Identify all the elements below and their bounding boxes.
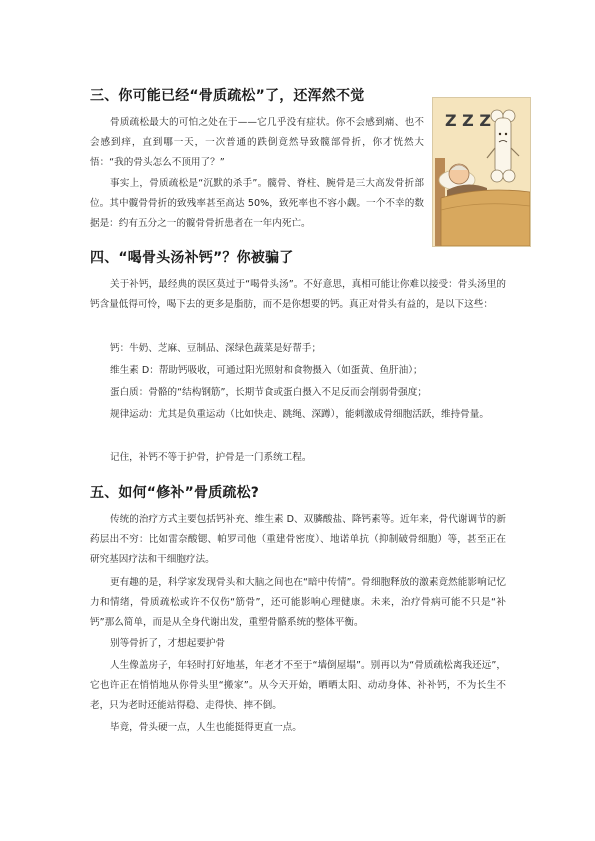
illustration-svg xyxy=(433,98,530,246)
section-3-paragraph-2: 事实上，骨质疏松是“沉默的杀手”。髋骨、脊柱、腕骨是三大高发骨折部位。其中髋骨骨折的致残率甚至高达 50%，致死率也不容小觑。一个不幸的数据是：约有五分之一的髋骨骨折患者在一年内死亡。 xyxy=(90,178,424,229)
section-4-remember: 记住，补钙不等于护骨，护骨是一门系统工程。 xyxy=(110,452,312,463)
list-item-exercise: 规律运动：尤其是负重运动（比如快走、跳绳、深蹲），能刺激成骨细胞活跃，维持骨量。 xyxy=(110,409,489,420)
list-item-vitamin-d: 维生素 D：帮助钙吸收，可通过阳光照射和食物摄入（如蛋黄、鱼肝油）； xyxy=(110,365,423,376)
section-5-paragraph-1: 传统的治疗方式主要包括钙补充、维生素 D、双膦酸盐、降钙素等。近年来，骨代谢调节的新药层出不穷：比如雷奈酸锶、帕罗司他（重建骨密度）、地诺单抗（抑制破骨细胞）等，甚至正在研究基因疗法和干细胞疗法。 xyxy=(90,514,506,565)
section-5-paragraph-2: 更有趣的是，科学家发现骨头和大脑之间也在“暗中传情”。骨细胞释放的激素竟然能影响记忆力和情绪，骨质疏松或许不仅伤“筋骨”，还可能影响心理健康。未来，治疗骨病可能不只是“补钙”那么简单，而是从全身代谢出发，重塑骨骼系统的整体平衡。 xyxy=(90,577,506,628)
section-4-heading: 四、“喝骨头汤补钙”？你被骗了 xyxy=(90,250,294,266)
list-item-protein: 蛋白质：骨骼的“结构钢筋”，长期节食或蛋白摄入不足反而会削弱骨强度； xyxy=(110,387,427,398)
section-5-closing: 毕竟，骨头硬一点，人生也能挺得更直一点。 xyxy=(110,722,302,733)
sleeping-elder-with-bone-illustration xyxy=(432,97,531,247)
section-5-paragraph-4: 人生像盖房子，年轻时打好地基，年老才不至于“墙倒屋塌”。别再以为“骨质疏松离我还远”，它也许正在悄悄地从你骨头里“搬家”。从今天开始，晒晒太阳、动动身体、补补钙，不为长生不老，只为老时还能站得稳、走得快、摔不倒。 xyxy=(90,660,506,711)
section-5-subheading: 别等骨折了，才想起要护骨 xyxy=(110,638,226,649)
section-3-paragraph-1: 骨质疏松最大的可怕之处在于——它几乎没有症状。你不会感到痛、也不会感到痒，直到哪一天，一次普通的跌倒竟然导致髋部骨折，你才恍然大悟：“我的骨头怎么不顶用了？” xyxy=(90,117,424,168)
section-5-heading: 五、如何“修补”骨质疏松? xyxy=(90,485,260,501)
sleep-zzz-text: Z Z Z xyxy=(445,111,491,130)
section-3-heading: 三、你可能已经“骨质疏松”了，还浑然不觉 xyxy=(90,88,365,104)
section-4-paragraph-1: 关于补钙，最经典的误区莫过于“喝骨头汤”。不好意思，真相可能让你难以接受：骨头汤里的钙含量低得可怜，喝下去的更多是脂肪，而不是你想要的钙。真正对骨头有益的，是以下这些： xyxy=(90,279,506,310)
list-item-calcium: 钙：牛奶、芝麻、豆制品、深绿色蔬菜是好帮手； xyxy=(110,343,322,354)
